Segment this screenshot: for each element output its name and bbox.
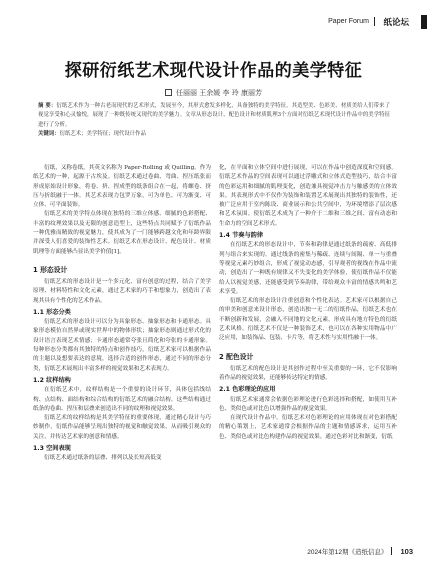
heading-form-classification: 1.1 形态分类 — [33, 308, 71, 316]
keywords-label: 关键词： — [38, 130, 60, 137]
form-design-paragraph: 衍纸艺术的形态设计是一个多元化、富有创意的过程，结合了美学原理、材料特性和文化元素，通过艺术家的巧手和想象力，创造出了表现其具有个性化的艺术作品。 — [33, 278, 211, 304]
spatial-continued-paragraph: 化，在平面和立体空间中进行展现，可以在作品中创造深度和空间感。衍纸艺术作品的空间表现可以通过浮雕式和立体式造型技巧，结合丰富的色彩运用和细腻的肌理变化，创造兼具视觉冲击力与触感美的立体效果。其表现形式中不仅作为装饰和装置艺术展现出其独特的装饰性，还被广泛应用于室内陈设、商业展示和公共空间中，为环境增添了层次感和艺术氛围。使衍纸艺术成为了一种介于二维和三维之间、富有动态和生命力的空间艺术形式。 — [219, 165, 397, 227]
header-divider — [374, 17, 375, 26]
form-classification-paragraph: 衍纸艺术的形态设计可以分为具象形态、抽象形态和卡通形态。具象形态模仿自然界或现实世界中的物体形状；抽象形态则通过形式化的设计语言表现艺术情感；卡通形态通常夸张且简化和夸张的卡通形象。每种形态分类都有其独特的特点和创作技巧，衍纸艺术家可以根据作品的主题以及想要表达的意境，选择合适的创作形态，通过不同的形态分类，衍纸艺术展现出丰富多样的视觉效果和艺术表现力。 — [33, 319, 211, 372]
page-number: 103 — [400, 547, 413, 556]
intro-paragraph-1: 衍纸，又称卷纸，其英文名称为 Paper-Rolling 或 Quilling。作为纸艺术的一种，起源于古埃及。衍纸艺术通过卷曲、弯曲、捏压纸张而形成原始设计形象，将卷、挤、捏成型的纸条组合在一起，将螺卷、挤压与折纸融于一体。其艺术表现力包罗万象，可为单色、可为渐变、可立体、可平面装饰。 — [33, 165, 211, 209]
pattern-structure-paragraph-2: 衍纸艺术的纹样结构是其美学特征的重要体现，通过精心设计与巧妙制作，衍纸作品能够呈现出独特的视觉和触觉效果，从而吸引观众的关注，并传达艺术家的创意和情感。 — [33, 415, 211, 440]
abstract-paragraph — [38, 102, 390, 130]
color-design-paragraph: 衍纸艺术的配色设计是其创作过程中至关重要的一环，它不仅影响着作品的视觉效果，还能够传达特定的情感。 — [219, 365, 397, 381]
page-footer — [307, 547, 413, 556]
author-line — [0, 88, 427, 98]
journal-section-label: Paper Forum — [328, 18, 369, 25]
pattern-structure-paragraph-1: 在衍纸艺术中，纹样结构是一个重要的设计环节，具体包括线结构、点结构、面结构和综合结构的衍纸艺术的融合结构。这些结构通过纸条的卷曲、捏压和层叠来创造出不同的纹理和视觉效果。 — [33, 387, 211, 412]
color-theory-paragraph-1: 衍纸艺术家通常会依据色彩理论进行色彩选择和搭配，如使用互补色、类似色或对比色以增强作品的视觉效果。 — [219, 396, 397, 412]
section-name: 纸论坛 — [383, 17, 409, 27]
heading-spatial-expression: 1.3 空间表现 — [33, 445, 71, 453]
rhythm-paragraph-2: 衍纸艺术的形态设计注重创意和个性化表达。艺术家可以根据自己的审美和创意来设计形态，创造出独一无二的衍纸作品，衍纸艺术也在不断创新和发展，会融入不同地的文化元素，形成具有地方特色的衍纸艺术风格。衍纸艺术不仅是一种装饰艺术，也可以在各种实用物品中广泛应用，如装饰品、包装、卡片等，将艺术性与实用性融于一体。 — [219, 298, 397, 342]
intro-paragraph-2: 衍纸艺术的美学特点体现在独特的三维立体感、细腻的色彩搭配、丰富的纹理效果以及无限的创意造型上，这些特点共同赋予了衍纸作品一种优雅而精致的视觉魅力，使其成为了一门能够跨越文化和年龄界限并深受人们喜爱的装饰性艺术。衍纸艺术在形态设计、配色设计、材质肌理等方面能够凸显出美学价值[1]。 — [33, 211, 211, 255]
author-names: 任丽丽 王余媛 李 玲 康丽芳 — [176, 89, 262, 97]
color-theory-paragraph-2: 在现代设计作品中，衍纸艺术对色彩理论的应用体现在对色彩搭配的精心策划上，艺术家通常会根据作品的主题和情感诉求，运用互补色、类似色或对比色构建作品的视觉效果。通过色彩对比和渐变，衍纸 — [219, 415, 397, 440]
heading-form-design: 1 形态设计 — [33, 265, 68, 274]
square-icon — [165, 89, 172, 96]
journal-issue: 2024年第12期《造纸信息》 — [307, 549, 388, 556]
footer-divider — [391, 547, 392, 555]
heading-color-theory: 2.1 色彩理论的应用 — [219, 386, 276, 394]
spatial-expression-paragraph: 衍纸艺术通过纸条的层叠、排列以及长短高低变 — [44, 455, 162, 462]
heading-rhythm: 1.4 节奏与韵律 — [219, 232, 264, 240]
keywords-paragraph — [38, 130, 390, 139]
header-bar — [421, 15, 427, 29]
abstract-text: 衍纸艺术作为一种古老而现代的艺术形式，发展至今，其形式愈发多样化，具备独特的美学特征。其造型美、色彩美、材质美给人们带来了视觉享受和心灵愉悦，展现了一种既传统又现代的美学魅力。文章从形态设计、配色设计和材质肌理3个方面对衍纸艺术现代设计作品中的美学特征进行了分析。 — [38, 103, 390, 128]
right-column — [219, 164, 397, 442]
keywords-text: 衍纸艺术；美学特征；现代设计作品 — [59, 130, 146, 137]
page-header — [0, 12, 427, 30]
left-column — [33, 164, 211, 464]
heading-color-design: 2 配色设计 — [219, 352, 254, 361]
heading-pattern-structure: 1.2 纹样结构 — [33, 376, 71, 384]
abstract-block — [38, 102, 390, 139]
rhythm-paragraph-1: 在衍纸艺术的形态设计中，节奏和韵律是通过纸条的疏密、高低排列与组合来实现的。通过线条的密集与稀疏、连续与间隔、单一与重叠等视觉元素巧妙组合，形成了视觉动态感，引导观者的视线在作品中流动，创造出了一种既有规律又不失变化的美学体验，使衍纸作品不仅能给人以视觉美感，还能感受到节奏韵律，带给观众丰富的情感共鸣和艺术享受。 — [219, 242, 397, 295]
article-title: 探研衍纸艺术现代设计作品的美学特征 — [64, 61, 363, 81]
abstract-label: 摘 要： — [38, 103, 57, 109]
